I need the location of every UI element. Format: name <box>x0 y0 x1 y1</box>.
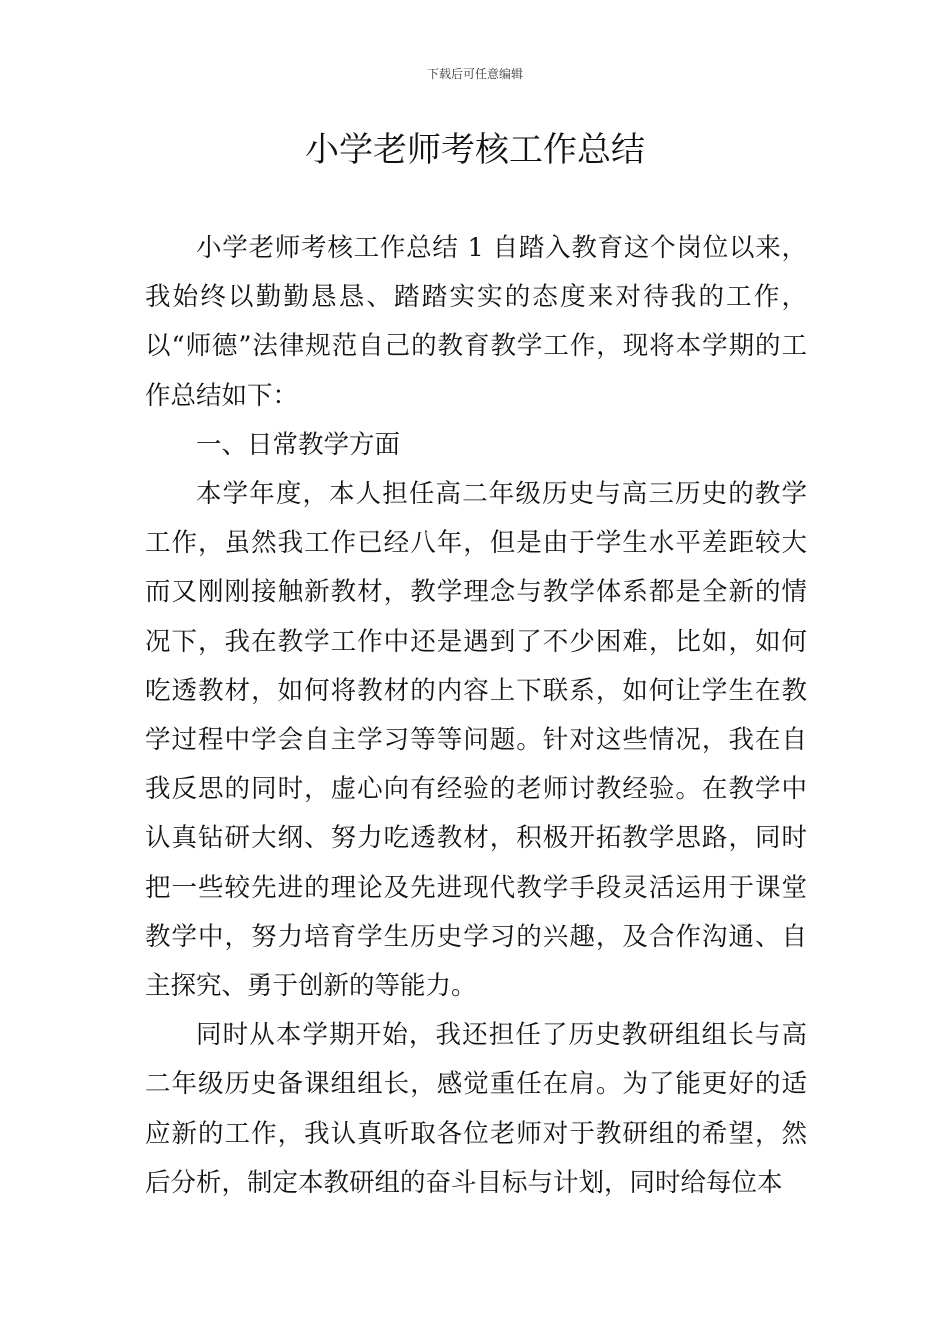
paragraph-intro: 小学老师考核工作总结 1 自踏入教育这个岗位以来，我始终以勤勤恳恳、踏踏实实的态度来对待我的工作，以“师德”法律规范自己的教育教学工作，现将本学期的工作总结如下： <box>145 233 807 411</box>
paragraph-teaching-work: 本学年度，本人担任高二年级历史与高三历史的教学工作，虽然我工作已经八年，但是由于学生水平差距较大而又刚刚接触新教材，教学理念与教学体系都是全新的情况下，我在教学工作中还是遇到了不少困难，比如，如何吃透教材，如何将教材的内容上下联系，如何让学生在教学过程中学会自主学习等等问题。针对这些情况，我在自我反思的同时，虚心向有经验的老师讨教经验。在教学中认真钻研大纲、努力吃透教材，积极开拓教学思路，同时把一些较先进的理论及先进现代教学手段灵活运用于课堂教学中，努力培育学生历史学习的兴趣，及合作沟通、自主探究、勇于创新的等能力。 <box>145 479 807 1002</box>
section-heading-daily-teaching: 一、日常教学方面 <box>196 429 401 460</box>
document-body <box>145 224 807 1208</box>
paragraph-research-group: 同时从本学期开始，我还担任了历史教研组组长与高二年级历史备课组组长，感觉重任在肩。为了能更好的适应新的工作，我认真听取各位老师对于教研组的希望，然后分析，制定本教研组的奋斗目标与计划，同时给每位本 <box>145 1020 807 1198</box>
document-title: 小学老师考核工作总结 <box>305 130 645 170</box>
header-note: 下载后可任意编辑 <box>426 67 523 81</box>
